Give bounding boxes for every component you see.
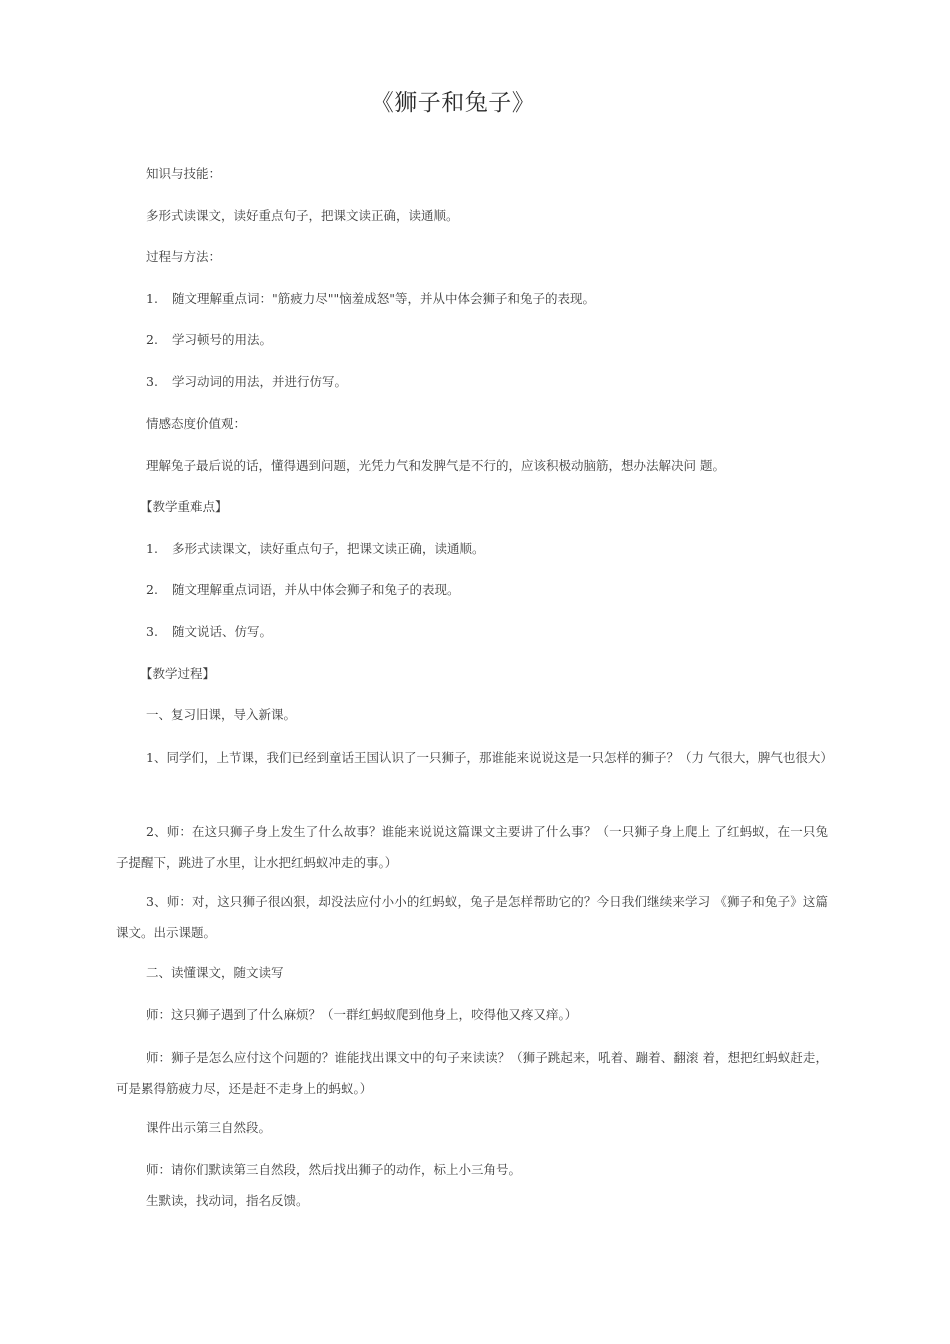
list-item — [146, 624, 272, 640]
document-title: 《狮子和兔子》 — [370, 90, 536, 116]
knowledge-text: 多形式读课文，读好重点句子，把课文读正确，读通顺。 — [146, 208, 459, 223]
section-heading-emotion: 情感态度价值观： — [146, 416, 247, 431]
section-heading-key-points: 【教学重难点】 — [140, 499, 228, 514]
list-item-text: 多形式读课文，读好重点句子，把课文读正确，读通顺。 — [172, 541, 485, 556]
list-item — [146, 374, 347, 390]
courseware-note: 课件出示第三自然段。 — [146, 1120, 272, 1135]
list-item — [146, 541, 485, 557]
step-heading-reading: 二、读懂课文，随文读写 — [146, 965, 284, 980]
list-item-text: 随文说话、仿写。 — [172, 624, 273, 639]
student-activity: 生默读，找动词，指名反馈。 — [146, 1193, 309, 1208]
list-item-text: 随文理解重点词语，并从中体会狮子和兔子的表现。 — [172, 582, 460, 597]
paragraph-review-1: 1、同学们，上节课，我们已经到童话王国认识了一只狮子，那谁能来说说这是一只怎样的狮子？（力 气很大，脾气也很大） — [146, 750, 833, 765]
list-item-text: 学习顿号的用法。 — [172, 332, 273, 347]
emotion-text: 理解兔子最后说的话，懂得遇到问题，光凭力气和发脾气是不行的，应该积极动脑筋，想办法解决问 题。 — [146, 458, 725, 473]
section-heading-teaching-process: 【教学过程】 — [140, 666, 216, 681]
list-item-text: 学习动词的用法，并进行仿写。 — [172, 374, 348, 389]
list-item — [146, 332, 272, 348]
list-item-text: 随文理解重点词："筋疲力尽""恼羞成怒"等，并从中体会狮子和兔子的表现。 — [172, 291, 595, 306]
step-heading-review: 一、复习旧课，导入新课。 — [146, 707, 297, 722]
section-heading-knowledge: 知识与技能： — [146, 166, 222, 181]
list-item — [146, 291, 595, 307]
list-item-number: 3. — [146, 374, 158, 389]
question-trouble: 师：这只狮子遇到了什么麻烦？（一群红蚂蚁爬到他身上，咬得他又疼又痒。） — [146, 1007, 578, 1022]
teacher-instruction: 师：请你们默读第三自然段，然后找出狮子的动作，标上小三角号。 — [146, 1162, 522, 1177]
list-item-number: 2. — [146, 582, 158, 597]
section-heading-process: 过程与方法： — [146, 249, 222, 264]
paragraph-review-2: 2、师：在这只狮子身上发生了什么故事？谁能来说说这篇课文主要讲了什么事？（一只狮子身上爬上 了红蚂蚁，在一只兔子提醒下，跳进了水里，让水把红蚂蚁冲走的事。） — [116, 824, 828, 870]
list-item-number: 1. — [146, 291, 158, 306]
list-item-number: 2. — [146, 332, 158, 347]
list-item-number: 3. — [146, 624, 158, 639]
list-item-number: 1. — [146, 541, 158, 556]
list-item — [146, 582, 460, 598]
paragraph-lion-response: 师：狮子是怎么应付这个问题的？谁能找出课文中的句子来读读？（狮子跳起来，吼着、蹦着、翻滚 着，想把红蚂蚁赶走，可是累得筋疲力尽，还是赶不走身上的蚂蚁。） — [116, 1050, 828, 1096]
paragraph-review-3: 3、师：对，这只狮子很凶狠，却没法应付小小的红蚂蚁，兔子是怎样帮助它的？今日我们继续来学习 《狮子和兔子》这篇课文。出示课题。 — [116, 894, 828, 940]
